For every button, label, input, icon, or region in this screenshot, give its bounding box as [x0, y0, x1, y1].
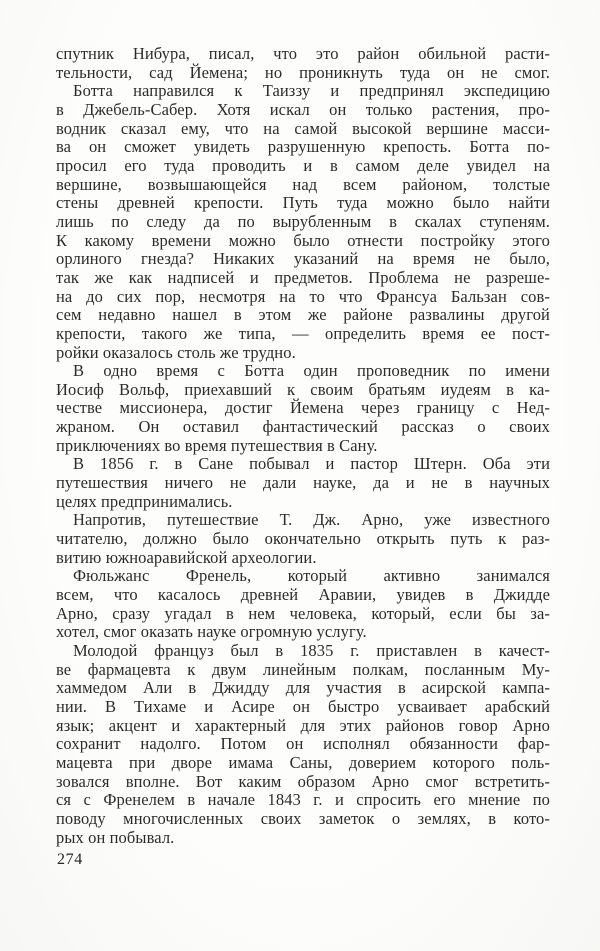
text-line: путешествия ничего не дали науке, да и не в научных [56, 473, 550, 493]
text-line: Фюльжанс Френель, который активно занимался [73, 566, 550, 586]
text-line: просил его туда проводить и в самом деле увидел на [56, 155, 550, 175]
text-line: витию южноаравийской археологии. [56, 547, 317, 567]
text-line: ва он сможет увидеть разрушенную крепость. Ботта по- [56, 137, 550, 157]
text-line: нии. В Тихаме и Асире он быстро усваивает арабский [56, 696, 550, 716]
text-line: Иосиф Вольф, приехавший к своим братьям иудеям в ка- [56, 379, 550, 399]
text-line: хаммедом Али в Джидду для участия в асирской кампа- [56, 678, 550, 698]
text-line: спутник Нибура, писал, что это район обильной расти- [56, 44, 550, 63]
page-number: 274 [57, 851, 83, 868]
text-line: ся с Френелем в начале 1843 г. и спросить его мнение по [56, 790, 550, 810]
text-line: Арно, сразу угадал в нем человека, который, если бы за- [56, 603, 550, 623]
text-line: ройки оказалось столь же трудно. [56, 342, 296, 362]
text-line: поводу многочисленных своих заметок о землях, в кото- [56, 808, 550, 828]
text-line: рых он побывал. [56, 827, 175, 847]
text-line: лишь по следу да по вырубленным в скалах ступеням. [56, 211, 550, 231]
paragraph [56, 455, 550, 511]
text-line: водник сказал ему, что на самой высокой вершине масси- [56, 118, 550, 138]
text-line: ве фармацевта к двум линейным полкам, посланным Му- [56, 659, 550, 679]
text-line: целях предпринимались. [56, 491, 233, 511]
paragraph [56, 642, 550, 847]
text-line: хотел, смог оказать науке огромную услугу. [56, 622, 367, 642]
paragraph [56, 362, 550, 455]
text-line: Напротив, путешествие Т. Дж. Арно, уже известного [73, 510, 550, 530]
paragraph [56, 567, 550, 642]
text-line: сем недавно нашел в этом же районе развалины другой [56, 305, 550, 325]
text-line: В 1856 г. в Сане побывал и пастор Штерн. Оба эти [73, 454, 550, 474]
text-line: стены древней крепости. Путь туда можно было найти [56, 193, 550, 213]
paragraph [56, 511, 550, 567]
text-line: орлиного гнезда? Никаких указаний на время не было, [56, 249, 550, 269]
text-line: сохранит надолго. Потом он исполнял обязанности фар- [56, 734, 550, 754]
text-line: так же как надписей и предметов. Проблема не разреше- [56, 267, 550, 287]
text-line: честве миссионера, достиг Йемена через границу с Нед- [56, 398, 550, 418]
text-line: Молодой француз был в 1835 г. приставлен в качест- [73, 641, 550, 660]
paragraph [56, 45, 550, 82]
page-text [56, 45, 550, 847]
text-line: мацевта при дворе имама Саны, доверием которого поль- [56, 752, 550, 772]
text-line: всем, что касалось древней Аравии, увидев в Джидде [56, 585, 550, 605]
text-line: крепости, такого же типа, — определить время ее пост- [56, 323, 550, 343]
text-line: приключениях во время путешествия в Сану. [56, 435, 378, 455]
text-line: в Джебель-Сабер. Хотя искал он только растения, про- [56, 99, 550, 119]
text-line: жраном. Он оставил фантастический рассказ о своих [56, 417, 550, 437]
text-line: вершине, возвышающейся над всем районом, толстые [56, 174, 550, 194]
text-line: на до сих пор, несмотря на то что Франсуа Бальзан сов- [56, 286, 550, 306]
text-line: язык; акцент и характерный для этих районов говор Арно [56, 715, 550, 735]
paragraph [56, 82, 550, 362]
text-line: Ботта направился к Таиззу и предпринял экспедицию [73, 81, 550, 101]
text-line: зовался вполне. Вот каким образом Арно смог встретить- [56, 771, 550, 791]
text-line: К какому времени можно было отнести постройку этого [56, 230, 550, 250]
text-line: тельности, сад Йемена; но проникнуть туда он не смог. [56, 62, 550, 82]
text-line: В одно время с Ботта один проповедник по имени [73, 361, 550, 381]
text-line: читателю, должно было окончательно открыть путь к раз- [56, 529, 550, 549]
